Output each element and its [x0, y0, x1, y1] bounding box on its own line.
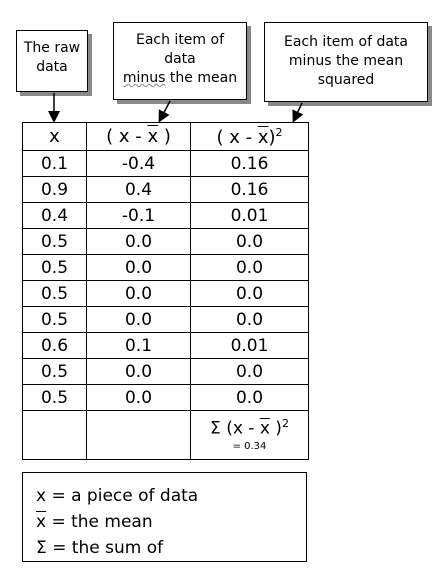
table-row	[23, 255, 309, 281]
table-row	[23, 281, 309, 307]
squared-value: 0.0	[191, 281, 309, 307]
x-value: 0.9	[23, 177, 87, 203]
header-sq-open: ( x -	[216, 126, 258, 148]
squared-value: 0.16	[191, 177, 309, 203]
sum-close: )	[269, 418, 282, 439]
callout-squared-line3: squared	[317, 72, 375, 88]
header-dev-xbar: $\overline{x}$	[147, 126, 159, 147]
deviation-value: 0.0	[87, 281, 191, 307]
squared-value: 0.0	[191, 307, 309, 333]
table-row	[23, 307, 309, 333]
table-row	[23, 385, 309, 411]
sum-xbar: $\overline{x}$	[259, 418, 270, 439]
header-deviation	[87, 123, 191, 151]
x-value: 0.6	[23, 333, 87, 359]
callout-squared-line2: minus the mean	[288, 53, 404, 69]
squared-value: 0.0	[191, 229, 309, 255]
header-sq-close: )	[268, 126, 276, 148]
arrow-minus	[160, 101, 170, 120]
callout-minus-word: minus	[122, 70, 166, 86]
deviation-table	[22, 122, 309, 460]
x-value: 0.5	[23, 255, 87, 281]
table-row	[23, 151, 309, 177]
sum-row	[23, 411, 309, 460]
squared-value: 0.0	[191, 359, 309, 385]
sum-value: = 0.34	[232, 440, 267, 452]
x-value: 0.5	[23, 307, 87, 333]
deviation-value: 0.0	[87, 229, 191, 255]
sum-open: Σ (x -	[210, 418, 260, 439]
legend-line3: Σ = the sum of	[36, 538, 164, 558]
header-sq-xbar: $\overline{x}$	[257, 126, 269, 148]
squared-value: 0.01	[191, 203, 309, 229]
callout-raw-line1: The raw	[23, 40, 81, 56]
legend-mean: = the mean	[46, 512, 153, 532]
callout-raw-line2: data	[36, 59, 68, 75]
x-value: 0.5	[23, 281, 87, 307]
squared-value: 0.01	[191, 333, 309, 359]
x-value: 0.5	[23, 229, 87, 255]
deviation-value: 0.1	[87, 333, 191, 359]
sum-cell	[191, 411, 309, 460]
x-value: 0.5	[23, 359, 87, 385]
header-row	[23, 123, 309, 151]
legend-line2	[36, 509, 306, 535]
deviation-value: -0.4	[87, 151, 191, 177]
header-x: x	[23, 123, 87, 151]
table-row	[23, 203, 309, 229]
table-row	[23, 333, 309, 359]
callout-minus-line2: data	[164, 51, 196, 67]
callout-minus-rest: the mean	[165, 70, 238, 86]
header-dev-close: )	[158, 126, 171, 147]
arrow-squared	[294, 103, 302, 120]
sum-expression	[191, 413, 308, 440]
legend-box	[22, 472, 307, 562]
sum-exp: 2	[281, 417, 289, 430]
x-value: 0.4	[23, 203, 87, 229]
header-sq-exp: 2	[275, 125, 283, 139]
header-squared	[191, 123, 309, 151]
table-row	[23, 229, 309, 255]
table-row	[23, 359, 309, 385]
header-dev-open: ( x -	[106, 126, 148, 147]
deviation-value: 0.4	[87, 177, 191, 203]
x-value: 0.1	[23, 151, 87, 177]
deviation-value: -0.1	[87, 203, 191, 229]
table-row	[23, 177, 309, 203]
squared-value: 0.16	[191, 151, 309, 177]
squared-value: 0.0	[191, 385, 309, 411]
x-value: 0.5	[23, 385, 87, 411]
deviation-value: 0.0	[87, 255, 191, 281]
sum-empty-2	[87, 411, 191, 460]
legend-xbar: $\overline{x}$	[36, 512, 47, 532]
sum-empty-1	[23, 411, 87, 460]
deviation-value: 0.0	[87, 359, 191, 385]
squared-value: 0.0	[191, 255, 309, 281]
deviation-value: 0.0	[87, 385, 191, 411]
callout-minus-line1: Each item of	[135, 32, 225, 48]
legend-line1: x = a piece of data	[36, 486, 199, 506]
callout-squared-line1: Each item of data	[283, 34, 408, 50]
deviation-value: 0.0	[87, 307, 191, 333]
